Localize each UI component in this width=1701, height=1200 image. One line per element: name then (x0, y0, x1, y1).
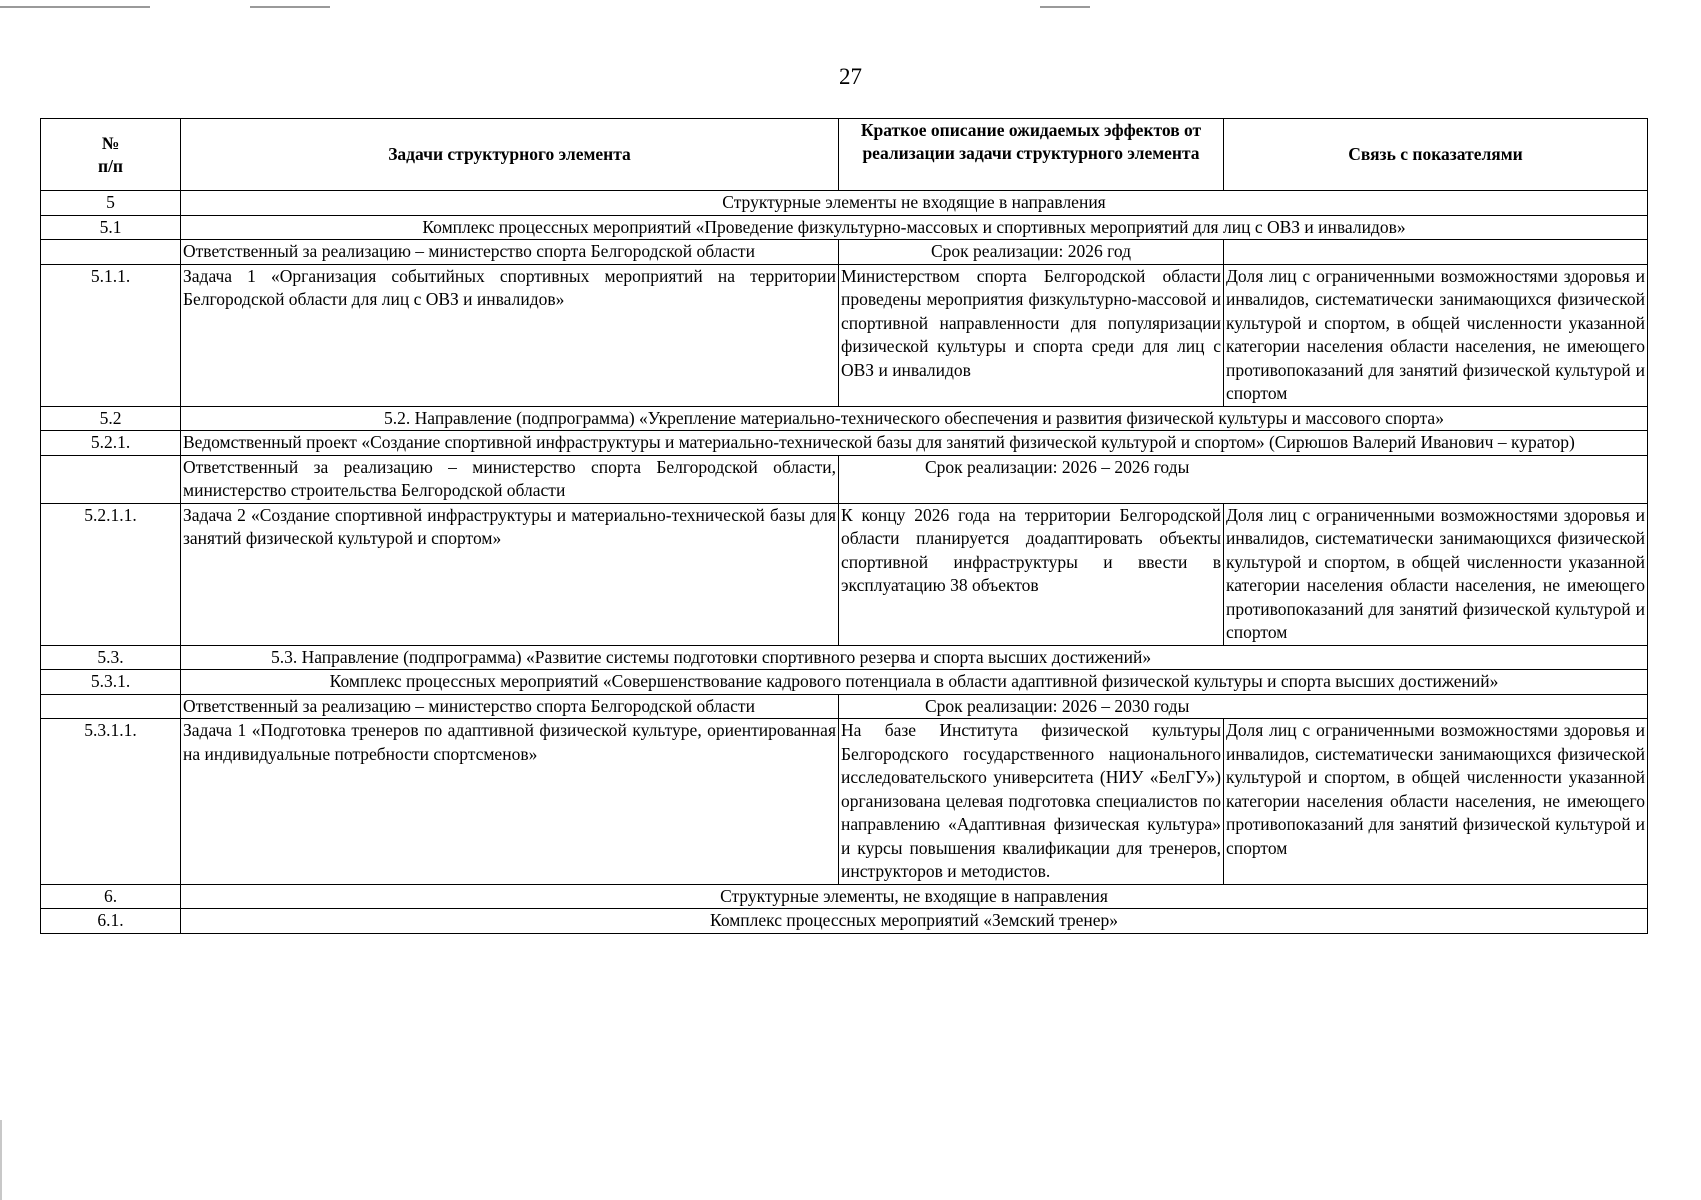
row-number: 5.3. (41, 645, 181, 670)
table-row (41, 406, 1648, 431)
tasks-table (40, 118, 1648, 934)
table-header-row (41, 119, 1648, 191)
indicator-link-text: Доля лиц с ограниченными возможностями здоровья и инвалидов, систематически занимающихся физической культурой и спортом, в общей численности указанной категории населения области населения, не имеющего противопоказаний для занятий физической культурой и спортом (1224, 264, 1648, 406)
table-row (41, 455, 1648, 503)
header-col-effects: Краткое описание ожидаемых эффектов от реализации задачи структурного элемента (839, 119, 1224, 191)
section-title: Комплекс процессных мероприятий «Земский тренер» (181, 909, 1648, 934)
header-col-links: Связь с показателями (1224, 119, 1648, 191)
section-title: Структурные элементы, не входящие в направления (181, 884, 1648, 909)
scan-artifact-edge (0, 1120, 2, 1200)
row-number: 5.2.1.1. (41, 503, 181, 645)
row-number: 5 (41, 191, 181, 216)
task-text: Задача 1 «Подготовка тренеров по адаптивной физической культуре, ориентированная на индивидуальные потребности спортсменов» (181, 719, 839, 885)
table-row (41, 719, 1648, 885)
row-number: 5.3.1.1. (41, 719, 181, 885)
table-row (41, 191, 1648, 216)
effect-text: На базе Института физической культуры Белгородского государственного национального исследовательского университета (НИУ «БелГУ») организована целевая подготовка специалистов по направлению «Адаптивная физическая культура» и курсы повышения квалификации для тренеров, инструкторов и методистов. (839, 719, 1224, 885)
table-row (41, 645, 1648, 670)
row-number: 5.3.1. (41, 670, 181, 695)
section-title: Комплекс процессных мероприятий «Совершенствование кадрового потенциала в области адаптивной физической культуры и спорта высших достижений» (181, 670, 1648, 695)
header-num-label: № (101, 132, 120, 153)
table-row (41, 431, 1648, 456)
section-title: Структурные элементы не входящие в направления (181, 191, 1648, 216)
term-label: Срок реализации: 2026 – 2030 годы (925, 695, 1190, 716)
scan-artifact-line (0, 6, 150, 8)
task-text: Задача 1 «Организация событийных спортивных мероприятий на территории Белгородской области для лиц с ОВЗ и инвалидов» (181, 264, 839, 406)
effect-text: Министерством спорта Белгородской области проведены мероприятия физкультурно-массовой и спортивной направленности для популяризации физической культуры и спорта среди для лиц с ОВЗ и инвалидов (839, 264, 1224, 406)
term-text: Срок реализации: 2026 год (839, 240, 1224, 265)
responsible-text: Ответственный за реализацию – министерство спорта Белгородской области, министерство строительства Белгородской области (181, 455, 839, 503)
row-number: 6. (41, 884, 181, 909)
row-number: 5.1.1. (41, 264, 181, 406)
project-title: Ведомственный проект «Создание спортивной инфраструктуры и материально-технической базы для занятий физической культурой и спортом» (Сирюшов Валерий Иванович – куратор) (181, 431, 1648, 456)
term-text (839, 694, 1648, 719)
empty-cell (1224, 240, 1648, 265)
row-number-empty (41, 240, 181, 265)
row-number: 6.1. (41, 909, 181, 934)
scan-artifact-line (1040, 6, 1090, 8)
header-col-tasks: Задачи структурного элемента (181, 119, 839, 191)
row-number: 5.1 (41, 215, 181, 240)
indicator-link-text: Доля лиц с ограниченными возможностями здоровья и инвалидов, систематически занимающихся физической культурой и спортом, в общей численности указанной категории населения области населения, не имеющего противопоказаний для занятий физической культурой и спортом (1224, 719, 1648, 885)
indicator-link-text: Доля лиц с ограниченными возможностями здоровья и инвалидов, систематически занимающихся физической культурой и спортом, в общей численности указанной категории населения области населения, не имеющего противопоказаний для занятий физической культурой и спортом (1224, 503, 1648, 645)
table-row (41, 670, 1648, 695)
row-number-empty (41, 455, 181, 503)
row-number-empty (41, 694, 181, 719)
table-row (41, 694, 1648, 719)
responsible-text: Ответственный за реализацию – министерство спорта Белгородской области (181, 240, 839, 265)
page-number: 27 (839, 64, 862, 89)
table-row (41, 503, 1648, 645)
section-title-text: 5.3. Направление (подпрограмма) «Развитие системы подготовки спортивного резерва и спорта высших достижений» (271, 646, 1152, 667)
table-row (41, 215, 1648, 240)
row-number: 5.2.1. (41, 431, 181, 456)
header-col-num (41, 119, 181, 191)
term-label: Срок реализации: 2026 – 2026 годы (925, 456, 1190, 477)
responsible-text: Ответственный за реализацию – министерство спорта Белгородской области (181, 694, 839, 719)
section-title: Комплекс процессных мероприятий «Проведение физкультурно-массовых и спортивных мероприятий для лиц с ОВЗ и инвалидов» (181, 215, 1648, 240)
scan-artifact-line (250, 6, 330, 8)
table-row (41, 264, 1648, 406)
table-row (41, 909, 1648, 934)
effect-text: К концу 2026 года на территории Белгородской области планируется доадаптировать объекты спортивной инфраструктуры и ввести в эксплуатацию 38 объектов (839, 503, 1224, 645)
header-num-sub: п/п (97, 155, 124, 176)
term-text (839, 455, 1648, 503)
task-text: Задача 2 «Создание спортивной инфраструктуры и материально-технической базы для занятий физической культурой и спортом» (181, 503, 839, 645)
row-number: 5.2 (41, 406, 181, 431)
section-title: 5.2. Направление (подпрограмма) «Укрепление материально-технического обеспечения и развития физической культуры и массового спорта» (181, 406, 1648, 431)
table-row (41, 240, 1648, 265)
table-row (41, 884, 1648, 909)
section-title (181, 645, 1648, 670)
